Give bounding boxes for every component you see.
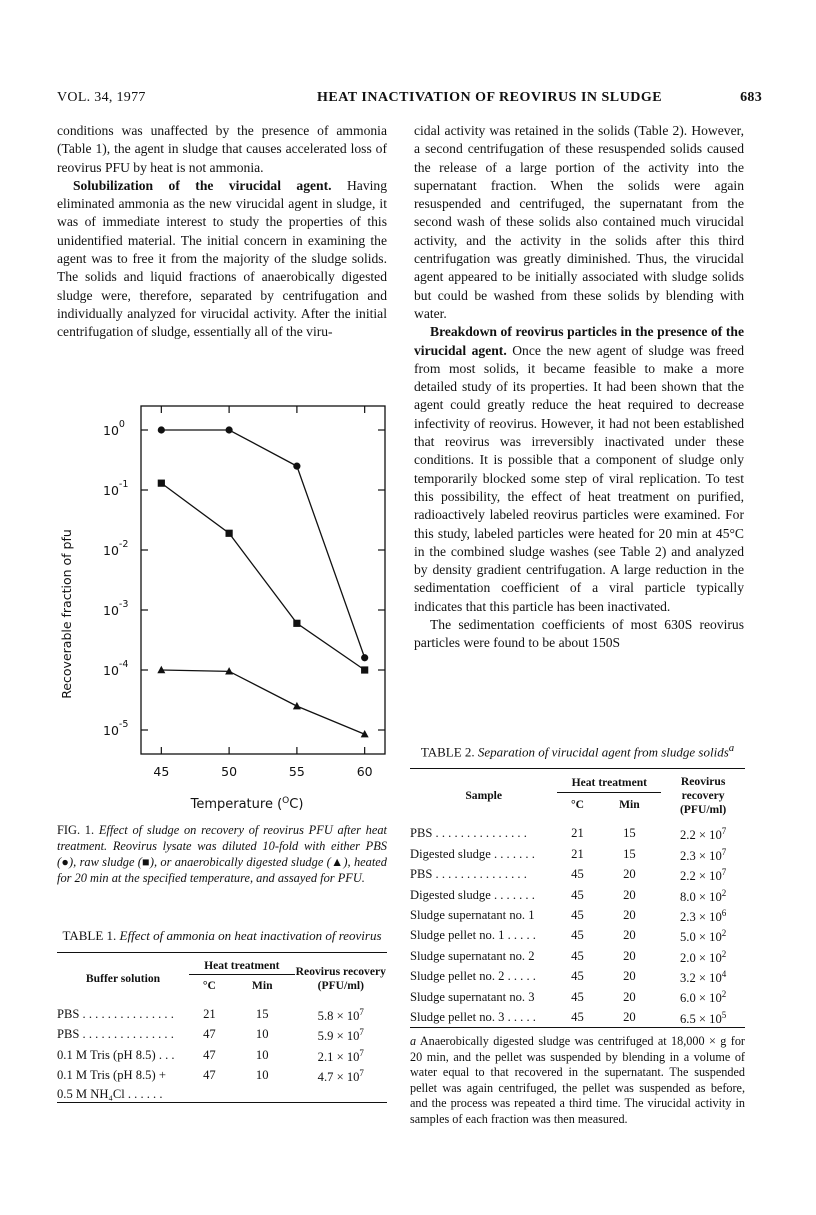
table-row <box>410 905 745 925</box>
cell-sample: 0.5 M NH₄Cl . . . . . . <box>57 1086 189 1103</box>
data-point-triangle <box>293 702 301 709</box>
cell-min: 20 <box>623 989 636 1004</box>
cell-recovery: $2.3 \times 10^7$ <box>680 846 727 863</box>
footnote-text: Anaerobically digested sludge was centrifuged at 18,000 × g for 20 min, and the pellet was suspended by blending in a volume of water equal to that recovered in the supernatant. The suspended pellet was again centrifuged, the pellet was suspended as before, and the process was repeated a third time. The virucidal activity in samples of each fraction was then measured. <box>410 1034 745 1126</box>
data-point-circle <box>293 463 300 470</box>
cell-min: 20 <box>623 887 636 902</box>
table-1-grid <box>57 952 387 1103</box>
paragraph: conditions was unaffected by the presence of ammonia (Table 1), the agent in sludge that causes accelerated loss of reovirus PFU by heat is not ammonia. <box>57 123 387 175</box>
data-point-square <box>226 530 233 537</box>
cell-celsius: 45 <box>571 928 584 943</box>
cell-celsius: 47 <box>203 1027 216 1042</box>
figure-1-chart <box>57 396 397 816</box>
cell-recovery: $3.2 \times 10^4$ <box>680 969 727 986</box>
exponent: 2 <box>721 887 727 898</box>
cell-celsius: 45 <box>571 989 584 1004</box>
cell-min <box>230 1086 295 1103</box>
cell-recovery <box>295 1086 387 1103</box>
cell-min: 10 <box>255 1068 269 1083</box>
y-tick-label: $10^{-2}$ <box>103 539 129 558</box>
table-row <box>57 1024 387 1044</box>
cell-sample: Sludge supernatant no. 1 <box>410 907 535 922</box>
data-point-square <box>293 620 300 627</box>
cell-celsius: 45 <box>571 948 584 963</box>
table-row <box>410 818 745 843</box>
table-row <box>410 844 745 864</box>
y-tick-label: $10^{-4}$ <box>103 659 129 678</box>
cell-min: 20 <box>623 948 636 963</box>
x-axis-label-text: Temperature ( <box>190 797 283 812</box>
table-row <box>410 966 745 986</box>
col-header-sample: Sample <box>410 769 557 819</box>
x-tick-label: 45 <box>153 764 170 779</box>
table-row <box>410 946 745 966</box>
data-point-square <box>158 480 165 487</box>
cell-sample: Digested sludge . . . . . . . <box>410 846 535 861</box>
plot-frame <box>141 406 385 754</box>
cell-sample: Sludge supernatant no. 2 <box>410 948 535 963</box>
exponent: 7 <box>359 1047 364 1058</box>
cell-recovery: $2.2 \times 10^7$ <box>680 867 727 884</box>
series-line-triangle <box>161 670 364 734</box>
cell-sample: PBS . . . . . . . . . . . . . . . <box>57 1027 174 1042</box>
exponent: 7 <box>359 1007 364 1017</box>
table-row <box>410 864 745 884</box>
cell-celsius: 21 <box>571 846 584 861</box>
cell-recovery: $5.0 \times 10^2$ <box>680 928 727 945</box>
cell-celsius: 21 <box>571 826 584 841</box>
cell-recovery: $8.0 \times 10^2$ <box>680 887 727 904</box>
cell-sample: Sludge pellet no. 3 . . . . . <box>410 1007 557 1028</box>
cell-sample: 0.1 M Tris (pH 8.5) . . . <box>57 1047 175 1062</box>
col-header-sample: Buffer solution <box>57 953 189 1000</box>
data-point-circle <box>361 654 368 661</box>
col-header-heat: Heat treatment <box>189 953 295 975</box>
table-label: TABLE 1. <box>62 928 117 943</box>
table-row <box>410 925 745 945</box>
figure-1 <box>57 396 397 816</box>
data-point-circle <box>158 426 165 433</box>
col-header-min: Min <box>251 979 273 992</box>
x-tick-label: 50 <box>221 764 238 779</box>
cell-sample: PBS . . . . . . . . . . . . . . . <box>57 1007 174 1022</box>
paragraph <box>414 323 744 616</box>
table-row <box>57 1065 387 1085</box>
section-heading: Solubilization of the virucidal agent. <box>73 177 332 193</box>
exponent: 2 <box>721 989 727 1000</box>
cell-celsius: 45 <box>571 969 584 984</box>
cell-celsius: 45 <box>571 907 584 922</box>
cell-recovery: $2.2 \times 10^7$ <box>680 826 727 843</box>
y-tick-label: $10^{-1}$ <box>103 479 129 498</box>
x-axis-label-sup: O <box>282 796 290 806</box>
series-line-square <box>161 483 364 670</box>
cell-sample: Sludge pellet no. 2 . . . . . <box>410 969 536 984</box>
table-row <box>410 986 745 1006</box>
exponent: 7 <box>721 867 727 878</box>
table-row <box>57 999 387 1024</box>
cell-sample: Sludge pellet no. 1 . . . . . <box>410 928 536 943</box>
figure-caption-text: Effect of sludge on recovery of reovirus PFU after heat treatment. Reovirus lysate was diluted 10-fold with either PBS (●), raw sludge (■), or anaerobically digested sludge (▲), heated for 20 min at the specified temperature, and assayed for PFU. <box>57 823 387 885</box>
col-header-heat: Heat treatment <box>557 769 661 792</box>
col-header-celsius: °C <box>202 979 216 992</box>
cell-recovery: $6.0 \times 10^2$ <box>680 989 727 1006</box>
running-title: HEAT INACTIVATION OF REOVIRUS IN SLUDGE <box>317 90 663 105</box>
cell-min: 20 <box>623 928 636 943</box>
exponent: 6 <box>721 907 727 918</box>
col-header-recovery: Reovirus recovery (PFU/ml) <box>661 769 745 819</box>
cell-celsius: 45 <box>557 1007 597 1028</box>
exponent: 4 <box>721 969 727 980</box>
paragraph: cidal activity was retained in the solids (Table 2). However, a second centrifugation of these resuspended solids caused the release of a large portion of the activity into the supernatant fraction. When the solids were again resuspended and centrifuged, the supernatant from the second wash of these solids also contained much virucidal activity, and the activity in the solids after this third centrifugation was greatly diminished. Thus, the virucidal agent appeared to be initially associated with sludge solids but could be washed from these solids by blending with water. <box>414 123 744 321</box>
cell-recovery: $2.1 \times 10^7$ <box>317 1047 364 1064</box>
x-tick-label: 60 <box>356 764 373 779</box>
cell-sample: PBS . . . . . . . . . . . . . . . <box>410 867 527 882</box>
figure-label: FIG. 1. <box>57 823 95 837</box>
exponent: 7 <box>359 1027 364 1038</box>
cell-min: 10 <box>255 1027 269 1042</box>
data-point-circle <box>226 426 233 433</box>
y-axis-label: Recoverable fraction of pfu <box>59 529 74 699</box>
x-axis-label <box>190 796 304 812</box>
paragraph: The sedimentation coefficients of most 630S reovirus particles were found to be about 150S <box>414 617 744 651</box>
cell-celsius: 47 <box>203 1068 216 1083</box>
data-point-square <box>361 666 368 673</box>
col-header-recovery: Reovirus recovery (PFU/ml) <box>295 953 387 1000</box>
footnote-mark: a <box>410 1034 417 1049</box>
section-heading: Breakdown of reovirus particles in the presence of the virucidal agent. <box>414 324 744 358</box>
cell-recovery: $4.7 \times 10^7$ <box>317 1068 364 1085</box>
exponent: 7 <box>721 826 727 837</box>
cell-sample: PBS . . . . . . . . . . . . . . . <box>410 826 527 841</box>
cell-min: 15 <box>255 1007 269 1022</box>
cell-min: 10 <box>255 1047 269 1062</box>
cell-recovery: $5.9 \times 10^7$ <box>317 1027 364 1044</box>
table-row <box>410 1007 745 1028</box>
cell-celsius <box>189 1086 230 1103</box>
table-1-title <box>57 928 387 944</box>
cell-min: 20 <box>623 907 636 922</box>
exponent: 2 <box>721 928 727 939</box>
table-2-grid <box>410 768 745 1028</box>
table-2 <box>410 740 745 1127</box>
volume-label: VOL. 34, 1977 <box>57 90 146 105</box>
exponent: 7 <box>721 846 727 857</box>
table-row <box>57 1086 387 1103</box>
y-tick-label: $10^0$ <box>103 419 125 438</box>
cell-celsius: 21 <box>203 1007 216 1022</box>
cell-min: 20 <box>598 1007 662 1028</box>
table-title-text: Separation of virucidal agent from sludge solids <box>474 744 729 760</box>
figure-1-caption <box>57 822 387 886</box>
cell-recovery: $2.3 \times 10^6$ <box>680 907 727 925</box>
cell-celsius: 45 <box>571 867 584 882</box>
cell-sample: Digested sludge . . . . . . . <box>410 887 535 902</box>
table-2-footnote <box>410 1034 745 1127</box>
col-header-min: Min <box>619 797 640 811</box>
x-tick-label: 55 <box>288 764 305 779</box>
table-2-title <box>410 740 745 760</box>
cell-celsius: 47 <box>203 1047 216 1062</box>
paragraph <box>57 177 387 342</box>
y-tick-label: $10^{-3}$ <box>103 599 129 618</box>
table-title-text: Effect of ammonia on heat inactivation of reovirus <box>116 928 382 943</box>
page-number: 683 <box>740 90 762 105</box>
paragraph-body: Once the new agent of sludge was freed from most solids, it became feasible to make a more detailed study of its properties. It had been shown that the agent could greatly reduce the heat required to decrease infectivity of reovirus. However, it had not been established that reovirus was irreversibly inactivated under these conditions. It is possible that a component of sludge only temporarily blocked some step of viral replication. To test this possibility, the effect of heat treatment on purified, radioactively labeled reovirus particles were examined. For this study, labeled particles were heated for 20 min at 45°C in the combined sludge washes (see Table 2) and analyzed by density gradient centrifugation. A large reduction in the sedimentation coefficient of a viral particle typically indicates that this particle has been inactivated. <box>414 342 745 614</box>
cell-celsius: 45 <box>571 887 584 902</box>
running-head <box>57 90 762 110</box>
table-row <box>57 1045 387 1065</box>
cell-recovery: $6.5 \times 10^5$ <box>661 1007 745 1028</box>
cell-recovery: $2.0 \times 10^2$ <box>680 948 727 965</box>
exponent: 7 <box>359 1068 364 1079</box>
cell-sample: Sludge supernatant no. 3 <box>410 989 535 1004</box>
cell-min: 20 <box>623 867 636 882</box>
exponent: 5 <box>721 1009 727 1020</box>
table-label: TABLE 2. <box>420 744 475 760</box>
cell-min: 20 <box>623 969 636 984</box>
cell-recovery: $5.8 \times 10^7$ <box>317 1007 364 1024</box>
table-row <box>410 885 745 905</box>
exponent: 2 <box>721 948 727 959</box>
left-column-text <box>57 122 387 342</box>
right-column-text <box>414 122 744 653</box>
x-axis-label-end: C) <box>289 797 304 812</box>
cell-min: 15 <box>623 826 636 841</box>
cell-min: 15 <box>623 846 636 861</box>
paragraph-body: Having eliminated ammonia as the new virucidal agent in sludge, it was of immediate interest to study the properties of this unidentified material. The initial concern in examining the agent was to free it from the majority of the sludge solids. The solids and liquid fractions of anaerobically digested sludge were, therefore, separated by centrifugation and individually analyzed for virucidal activity. After the initial centrifugation of sludge, essentially all of the viru- <box>57 177 387 340</box>
table-title-footnote-mark: a <box>728 742 735 754</box>
series-line-circle <box>161 430 364 658</box>
y-tick-label: $10^{-5}$ <box>103 719 129 738</box>
col-header-celsius: °C <box>570 797 584 811</box>
cell-sample: 0.1 M Tris (pH 8.5) + <box>57 1068 166 1083</box>
table-1 <box>57 928 387 1103</box>
